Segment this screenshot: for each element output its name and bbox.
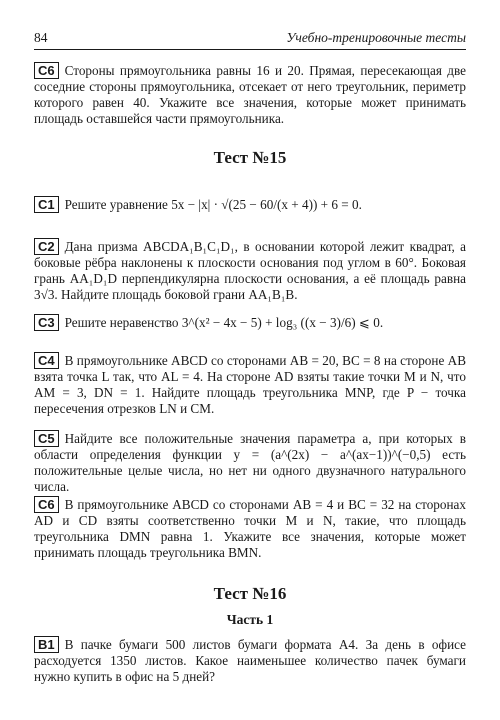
task-label: C1 (34, 196, 59, 213)
task-c2 (34, 238, 466, 303)
task-text: В пачке бумаги 500 листов бумаги формата А4. За день в офисе расходуется 1350 листов. Какое наименьшее количество пачек бумаги нужно купить в офис на 5 дней? (34, 637, 466, 684)
task-b1 (34, 636, 466, 685)
task-c5 (34, 430, 466, 495)
task-label: C3 (34, 314, 59, 331)
task-text: В прямоугольнике ABCD со сторонами AB = 4 и BC = 32 на сторонах AD и CD взяты соответственно точки M и N, такие, что площадь треугольника DMN равна 1. Укажите все значения, которые может принимать площадь треугольника BMN. (34, 497, 466, 560)
task-c3 (34, 314, 466, 331)
running-title: Учебно-тренировочные тесты (286, 30, 466, 45)
task-text: Найдите все положительные значения параметра a, при которых в области определения функции y = (a^(2x) − a^(ax−1))^(−0,5) есть положительные целые числа, но нет ни одного двузначного натурального числа. (34, 431, 466, 494)
task-label: C6 (34, 62, 59, 79)
page-number: 84 (34, 30, 48, 45)
part-title: Часть 1 (226, 612, 274, 627)
task-label: B1 (34, 636, 59, 653)
task-text: В прямоугольнике ABCD со сторонами AB = 20, BC = 8 на стороне AB взята точка L так, что AL = 4. На стороне AD взяты такие точки M и N, что AM = 3, DN = 1. Найдите площадь треугольника MNP, где P − точка пересечения отрезков LN и CM. (34, 353, 466, 416)
task-c4 (34, 352, 466, 417)
task-label: C4 (34, 352, 59, 369)
task-c1 (34, 196, 466, 213)
task-text: Стороны прямоугольника равны 16 и 20. Прямая, пересекающая две соседние стороны прямоугольника, отсекает от него треугольник, периметр которого равен 40. Укажите все значения, которые может принимать площадь оставшейся части прямоугольника. (34, 63, 466, 126)
task-label: C5 (34, 430, 59, 447)
task-text: Дана призма ABCDA₁B₁C₁D₁, в основании которой лежит квадрат, а боковые рёбра наклонены к плоскости основания под углом в 60°. Боковая грань AA₁D₁D перпендикулярна плоскости основания, а её площадь равна 3√3. Найдите площадь боковой грани AA₁B₁B. (34, 239, 466, 302)
task-text: Решите уравнение 5x − |x| · √(25 − 60/(x + 4)) + 6 = 0. (64, 197, 362, 212)
task-c6-previous (34, 62, 466, 127)
task-label: C6 (34, 496, 59, 513)
test-16-title: Тест №16 (213, 584, 287, 603)
task-text: Решите неравенство 3^(x² − 4x − 5) + log₃ ((x − 3)/6) ⩽ 0. (64, 315, 384, 330)
task-c6 (34, 496, 466, 561)
page-header (34, 30, 466, 50)
test-15-title: Тест №15 (213, 148, 287, 167)
task-label: C2 (34, 238, 59, 255)
